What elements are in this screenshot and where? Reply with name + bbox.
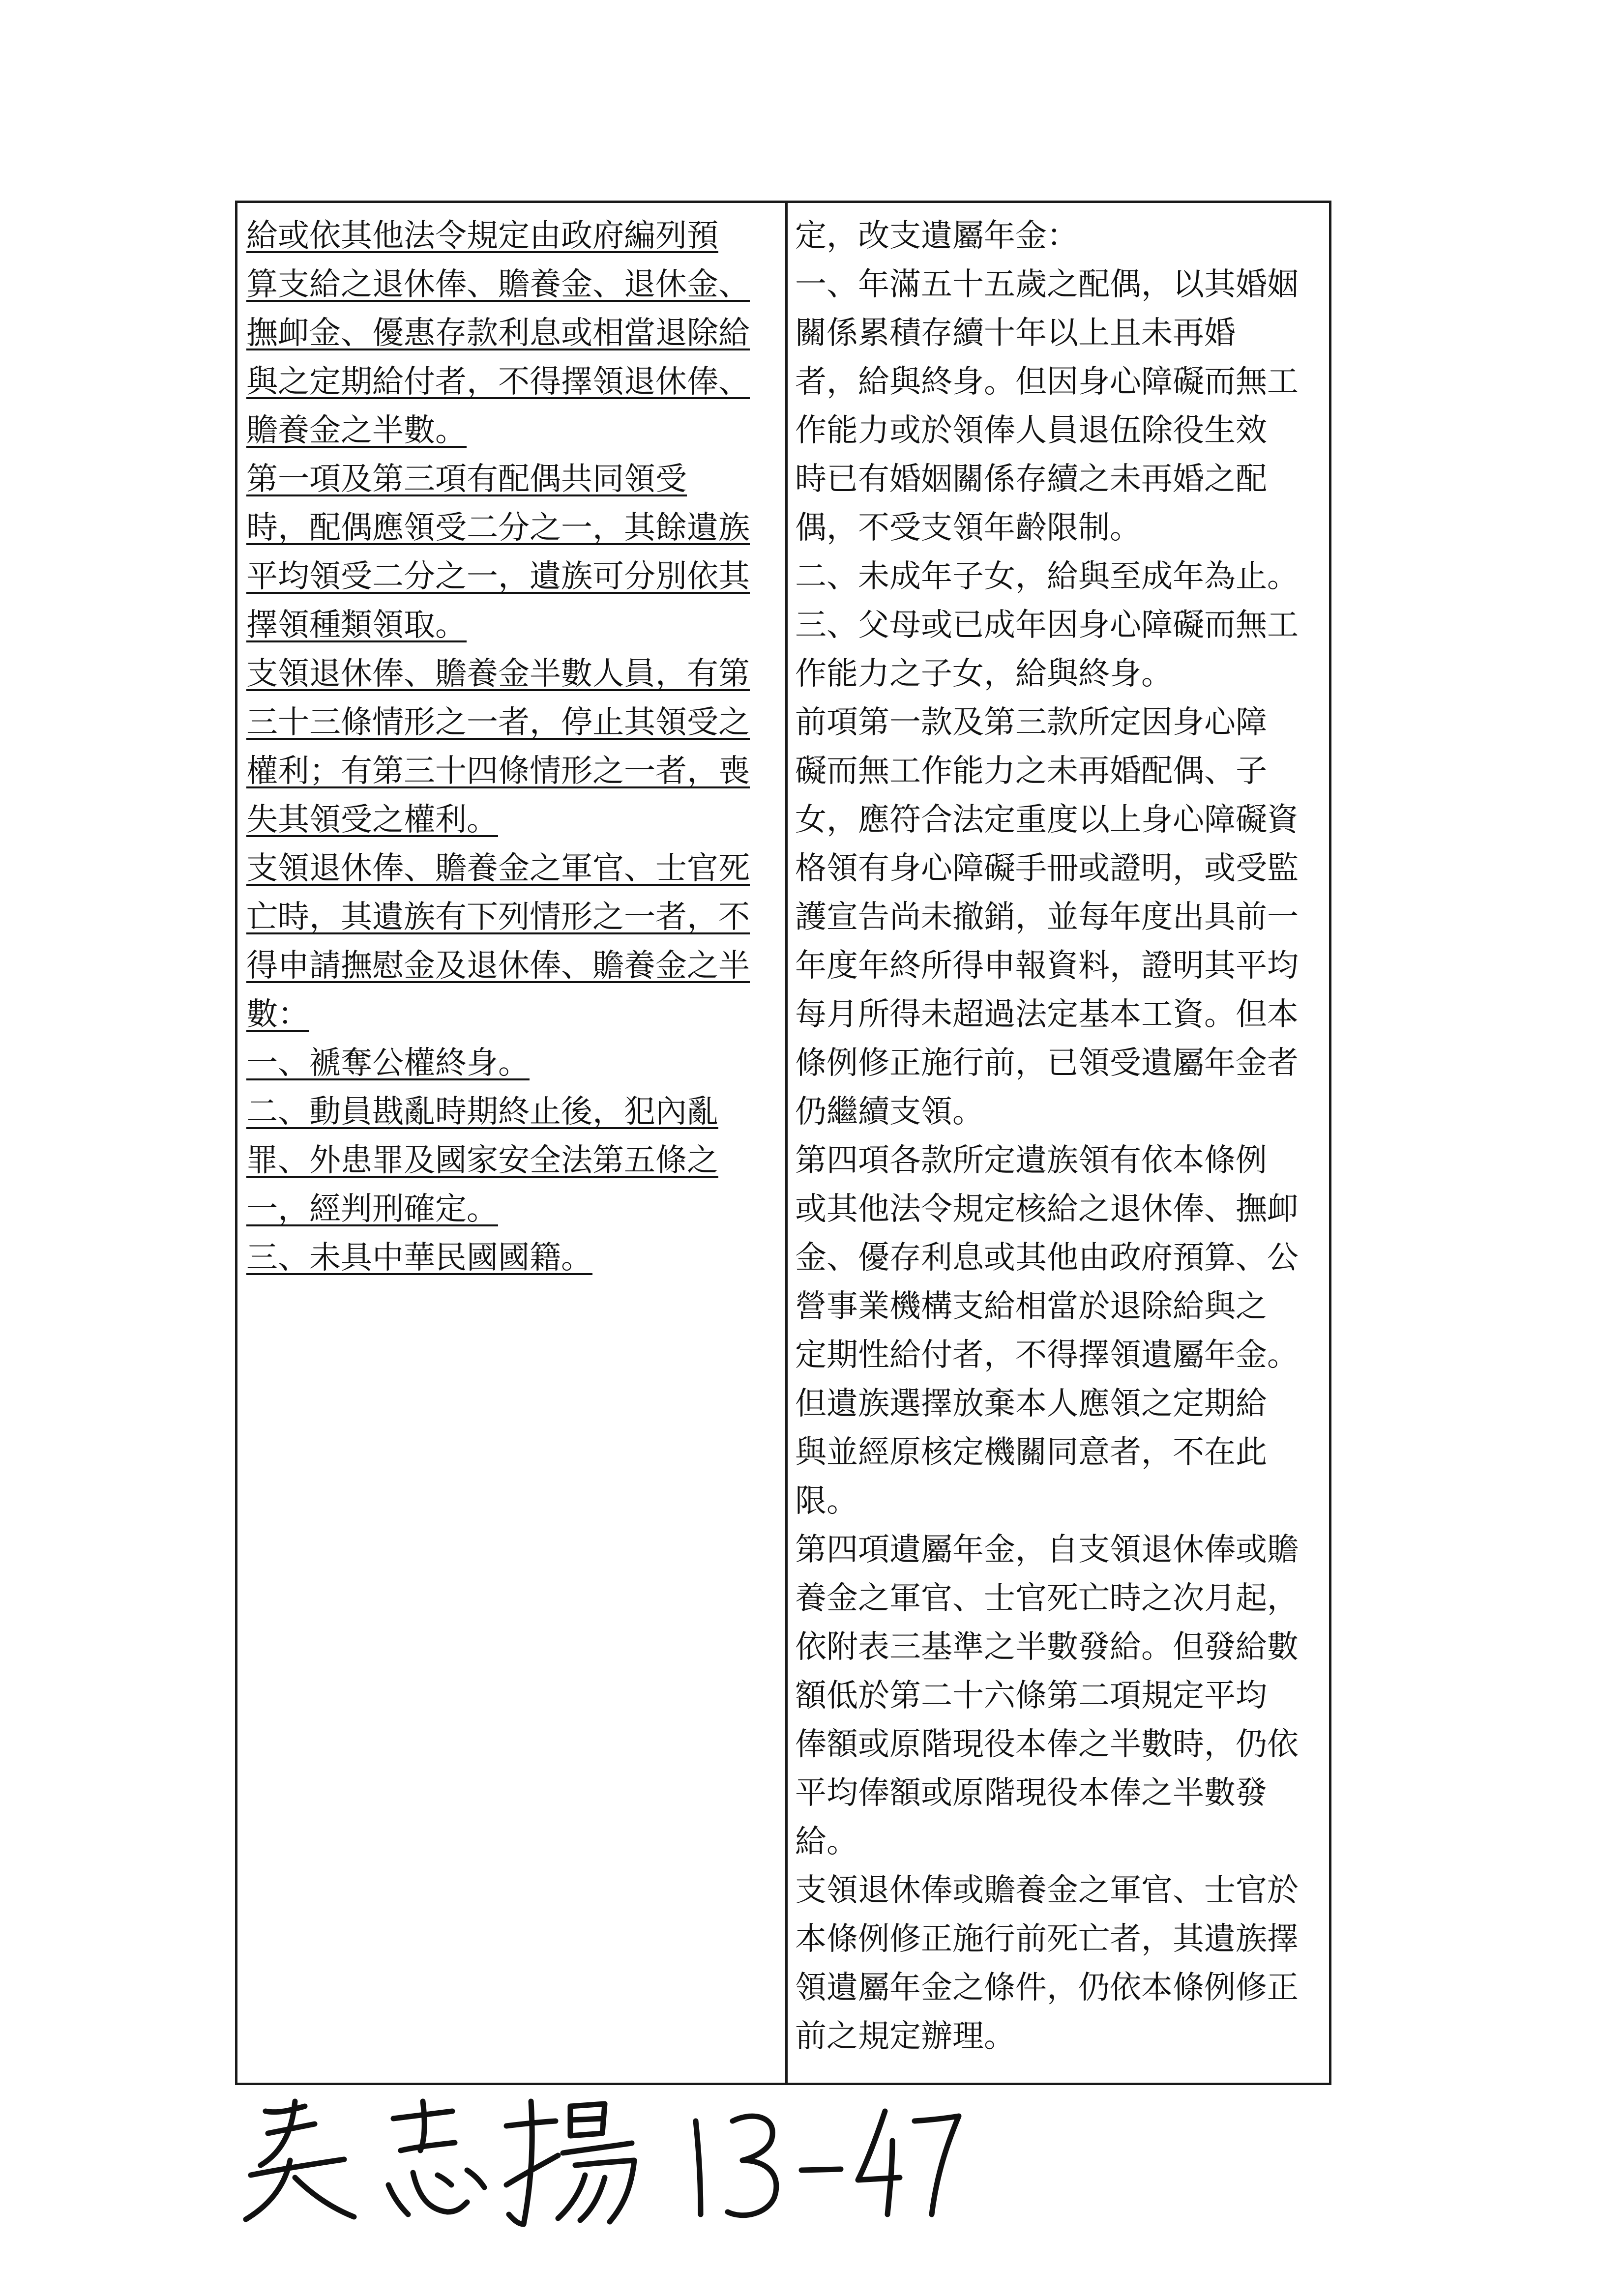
right-line: 年度年終所得申報資料，證明其平均 bbox=[795, 948, 1299, 984]
left-line: 給或依其他法令規定由政府編列預 bbox=[246, 218, 718, 254]
right-line: 但遺族選擇放棄本人應領之定期給 bbox=[795, 1386, 1267, 1422]
left-line: 撫卹金、優惠存款利息或相當退除給 bbox=[246, 315, 750, 351]
right-line: 定，改支遺屬年金： bbox=[795, 218, 1078, 254]
right-line: 給。 bbox=[795, 1824, 858, 1860]
right-column bbox=[795, 212, 1326, 2061]
left-line: 罪、外患罪及國家安全法第五條之 bbox=[246, 1142, 718, 1179]
right-line: 第四項各款所定遺族領有依本條例 bbox=[795, 1142, 1267, 1179]
left-line: 算支給之退休俸、贍養金、退休金、 bbox=[246, 266, 750, 303]
left-line: 二、動員戡亂時期終止後，犯內亂 bbox=[246, 1094, 718, 1130]
right-line: 二、未成年子女，給與至成年為止。 bbox=[795, 558, 1299, 595]
left-line: 三十三條情形之一者，停止其領受之 bbox=[246, 704, 750, 741]
left-line: 支領退休俸、贍養金半數人員，有第 bbox=[246, 656, 750, 692]
left-line: 時，配偶應領受二分之一，其餘遺族 bbox=[246, 510, 750, 546]
right-line: 者，給與終身。但因身心障礙而無工 bbox=[795, 364, 1299, 400]
right-line: 限。 bbox=[795, 1483, 858, 1519]
right-line: 領遺屬年金之條件，仍依本條例修正 bbox=[795, 1970, 1299, 2006]
left-line: 三、未具中華民國國籍。 bbox=[246, 1240, 592, 1276]
left-column bbox=[246, 212, 777, 1282]
right-line: 時已有婚姻關係存續之未再婚之配 bbox=[795, 461, 1267, 497]
left-line: 亡時，其遺族有下列情形之一者，不 bbox=[246, 899, 750, 935]
right-line: 俸額或原階現役本俸之半數時，仍依 bbox=[795, 1726, 1299, 1763]
right-line: 與並經原核定機關同意者，不在此 bbox=[795, 1434, 1267, 1471]
right-line: 養金之軍官、士官死亡時之次月起， bbox=[795, 1580, 1299, 1617]
right-line: 或其他法令規定核給之退休俸、撫卹 bbox=[795, 1191, 1299, 1227]
right-line: 定期性給付者，不得擇領遺屬年金。 bbox=[795, 1337, 1299, 1373]
right-line: 格領有身心障礙手冊或證明，或受監 bbox=[795, 850, 1299, 887]
comparison-table bbox=[235, 201, 1331, 2085]
right-line: 一、年滿五十五歲之配偶，以其婚姻 bbox=[795, 266, 1299, 303]
right-line: 前之規定辦理。 bbox=[795, 2018, 1015, 2055]
left-line: 平均領受二分之一，遺族可分別依其 bbox=[246, 558, 750, 595]
right-line: 支領退休俸或贍養金之軍官、士官於 bbox=[795, 1872, 1299, 1909]
column-divider bbox=[785, 203, 788, 2083]
left-line: 權利；有第三十四條情形之一者，喪 bbox=[246, 753, 750, 789]
left-line: 與之定期給付者，不得擇領退休俸、 bbox=[246, 364, 750, 400]
right-line: 偶，不受支領年齡限制。 bbox=[795, 510, 1141, 546]
right-line: 額低於第二十六條第二項規定平均 bbox=[795, 1678, 1267, 1714]
right-line: 關係累積存續十年以上且未再婚 bbox=[795, 315, 1236, 351]
left-line: 得申請撫慰金及退休俸、贍養金之半 bbox=[246, 948, 750, 984]
right-line: 仍繼續支領。 bbox=[795, 1094, 984, 1130]
right-line: 礙而無工作能力之未再婚配偶、子 bbox=[795, 753, 1267, 789]
right-line: 每月所得未超過法定基本工資。但本 bbox=[795, 996, 1299, 1033]
right-line: 本條例修正施行前死亡者，其遺族擇 bbox=[795, 1921, 1299, 1957]
right-line: 前項第一款及第三款所定因身心障 bbox=[795, 704, 1267, 741]
right-line: 平均俸額或原階現役本俸之半數發 bbox=[795, 1775, 1267, 1811]
right-line: 金、優存利息或其他由政府預算、公 bbox=[795, 1240, 1299, 1276]
left-line: 一，經判刑確定。 bbox=[246, 1191, 498, 1227]
left-line: 擇領種類領取。 bbox=[246, 607, 467, 643]
right-line: 作能力之子女，給與終身。 bbox=[795, 656, 1173, 692]
left-line: 第一項及第三項有配偶共同領受 bbox=[246, 461, 687, 497]
left-line: 支領退休俸、贍養金之軍官、士官死 bbox=[246, 850, 750, 887]
left-line: 一、褫奪公權終身。 bbox=[246, 1045, 530, 1081]
right-line: 三、父母或已成年因身心障礙而無工 bbox=[795, 607, 1299, 643]
right-line: 作能力或於領俸人員退伍除役生效 bbox=[795, 412, 1267, 449]
right-line: 護宣告尚未撤銷，並每年度出具前一 bbox=[795, 899, 1299, 935]
right-line: 條例修正施行前，已領受遺屬年金者 bbox=[795, 1045, 1299, 1081]
right-line: 女，應符合法定重度以上身心障礙資 bbox=[795, 802, 1299, 838]
handwritten-signature bbox=[231, 2092, 969, 2239]
left-line: 數： bbox=[246, 996, 309, 1033]
right-line: 第四項遺屬年金，自支領退休俸或贍 bbox=[795, 1532, 1299, 1568]
right-line: 營事業機構支給相當於退除給與之 bbox=[795, 1288, 1267, 1325]
left-line: 失其領受之權利。 bbox=[246, 802, 498, 838]
right-line: 依附表三基準之半數發給。但發給數 bbox=[795, 1629, 1299, 1665]
left-line: 贍養金之半數。 bbox=[246, 412, 467, 449]
